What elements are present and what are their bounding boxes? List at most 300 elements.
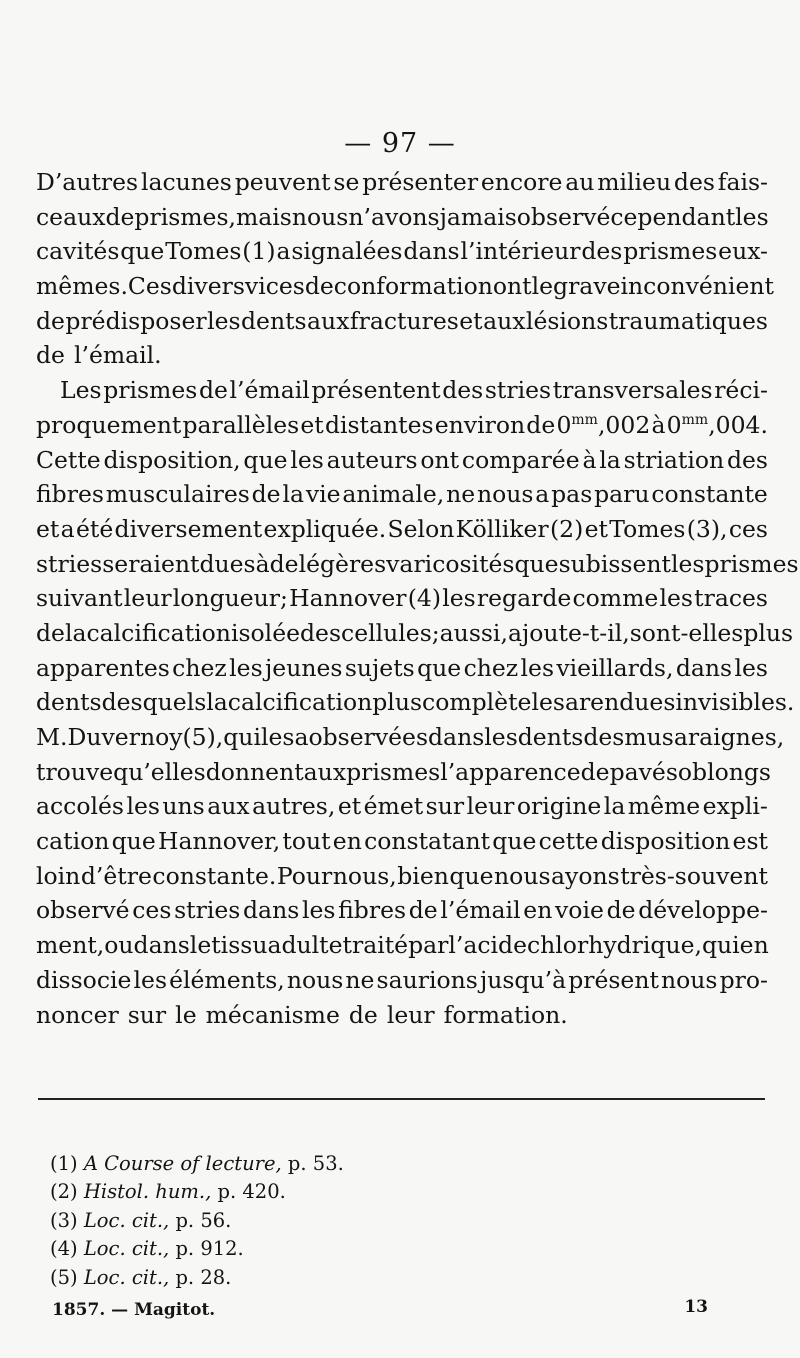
word: même	[627, 792, 701, 821]
word: jusqu’à	[479, 965, 567, 994]
word: la	[206, 688, 228, 717]
word: nous	[494, 861, 551, 890]
footnote-title: Histol. hum.,	[83, 1180, 212, 1204]
word: de	[408, 896, 438, 925]
word: noncer	[36, 1000, 119, 1029]
word: dans	[675, 653, 733, 682]
word: Cette	[36, 445, 101, 474]
word: des	[673, 168, 715, 196]
word: auteurs	[326, 445, 418, 474]
word: M.	[36, 723, 68, 751]
word: inconvénient	[620, 272, 774, 301]
word: striation	[623, 445, 725, 474]
word: chlorhydrique,	[527, 931, 702, 960]
word: n’avons	[348, 202, 440, 231]
word: constante.	[152, 861, 277, 890]
word: distantes	[324, 410, 434, 439]
word: vie	[305, 480, 341, 509]
word: ou	[104, 931, 134, 960]
word: musculaires	[105, 480, 250, 509]
word: fais-	[717, 168, 768, 196]
word: observé	[516, 202, 611, 231]
word: uns	[162, 792, 205, 821]
word: les	[520, 653, 555, 682]
word: chez	[463, 653, 519, 682]
word: bien	[397, 861, 449, 890]
word: nous,	[332, 861, 397, 890]
word: aussi,	[439, 618, 508, 647]
word: complète	[422, 688, 532, 717]
word: l’apparence	[440, 757, 581, 786]
word: Selon	[387, 514, 455, 543]
word: paru	[594, 480, 650, 509]
word: ceaux	[36, 202, 106, 231]
word: les	[229, 653, 263, 682]
word: réci-	[714, 376, 768, 405]
word: disposition	[600, 827, 731, 856]
word: (3),	[686, 514, 728, 543]
word: en	[332, 827, 362, 856]
word: longueur;	[172, 584, 288, 613]
footnote-item	[50, 1207, 750, 1235]
footnotes	[50, 1150, 750, 1292]
word: que	[243, 445, 288, 474]
word: des	[581, 237, 623, 266]
word: aux	[303, 757, 347, 786]
word: stries	[36, 549, 103, 578]
word: présentent	[311, 376, 441, 405]
word: mais	[236, 202, 292, 231]
word: ment,	[36, 931, 105, 960]
word: prismes	[623, 237, 718, 266]
word: présenter	[362, 168, 479, 196]
footnote-title: Loc. cit.,	[83, 1208, 170, 1232]
word: ne	[345, 965, 375, 994]
word: l’émail	[440, 896, 521, 925]
text-line	[36, 893, 768, 928]
word: le	[189, 931, 212, 960]
footnote-separator	[38, 1098, 765, 1100]
word: observées	[308, 723, 429, 751]
word: de	[348, 1000, 378, 1029]
word: (1)	[242, 237, 276, 266]
word	[556, 408, 650, 443]
word: dents	[241, 306, 307, 335]
word: stries	[174, 896, 241, 925]
word: les	[290, 445, 324, 474]
word: suivant	[36, 584, 123, 613]
measure-value: 0	[666, 410, 682, 439]
word: dans	[403, 237, 460, 266]
footnote-item	[50, 1235, 750, 1263]
word: Les	[60, 376, 102, 405]
text-line	[36, 165, 768, 200]
word: ont	[492, 272, 532, 301]
word: Hannover,	[157, 827, 281, 856]
footnote-page-ref: p. 912.	[175, 1237, 244, 1261]
printer-signature: 1857. — Magitot.	[52, 1300, 216, 1320]
text-line	[36, 755, 771, 790]
word: divers	[171, 272, 245, 301]
word: sur	[127, 1000, 167, 1029]
word: de	[36, 306, 65, 335]
word: calcification	[227, 688, 373, 717]
word: nous	[291, 202, 349, 231]
footnote-title: Loc. cit.,	[83, 1237, 170, 1261]
word: Tomes	[609, 514, 686, 543]
word: peuvent	[234, 168, 331, 196]
word: rendues	[578, 688, 676, 717]
word: les	[301, 896, 336, 925]
footnote-page-ref: p. 53.	[287, 1152, 344, 1175]
word: proquement	[36, 410, 182, 439]
word: par	[408, 931, 449, 960]
text-line	[36, 824, 768, 859]
word: a	[276, 237, 291, 266]
word: milieu	[597, 168, 672, 196]
footnote-number: (2)	[50, 1180, 78, 1204]
word: (2)	[549, 514, 584, 543]
word: vieillards,	[556, 653, 674, 682]
word: les	[735, 202, 769, 231]
word: de	[304, 272, 334, 301]
word: les	[734, 653, 768, 682]
word: les	[531, 688, 565, 717]
word: les	[659, 584, 693, 613]
word: et	[584, 514, 608, 543]
word: Pour	[276, 861, 333, 890]
word: loin	[36, 861, 81, 890]
word: des	[442, 376, 484, 405]
word: fibres	[338, 896, 407, 925]
word: vices	[244, 272, 305, 301]
word: développe-	[638, 896, 768, 925]
word: observé	[36, 896, 130, 925]
word: isolée	[230, 618, 301, 647]
word: calcification	[86, 618, 231, 647]
body-paragraphs	[36, 165, 799, 1032]
word: cellules;	[341, 618, 440, 647]
word: dans	[243, 896, 300, 925]
word: à	[255, 549, 270, 578]
text-line	[36, 859, 768, 894]
word: stries	[484, 376, 552, 405]
word: l’intérieur	[460, 237, 581, 266]
word: autres,	[252, 792, 336, 821]
text-line	[36, 512, 768, 547]
text-line	[36, 338, 768, 373]
unit-superscript: mm	[681, 411, 709, 428]
word: ces	[728, 514, 768, 543]
word: conformation	[333, 272, 493, 301]
word: dans	[133, 931, 190, 960]
word: pas	[551, 480, 593, 509]
word: le	[531, 272, 554, 301]
footnote-page-ref: p. 28.	[175, 1265, 232, 1289]
word: traité	[342, 931, 409, 960]
word: les	[260, 723, 295, 751]
word: aux	[207, 792, 250, 821]
word: fractures	[349, 306, 459, 335]
word: formation.	[443, 1000, 568, 1029]
word: a	[294, 723, 309, 751]
word: a	[60, 514, 75, 543]
word: très-souvent	[620, 861, 768, 890]
word: se	[333, 168, 360, 196]
word: parallèles	[182, 410, 300, 439]
word: plus	[372, 688, 423, 717]
text-line	[36, 720, 785, 755]
footnote-number: (5)	[50, 1265, 78, 1289]
word: encore	[480, 168, 563, 196]
word: accolés	[36, 792, 124, 821]
sheet-number: 13	[684, 1297, 708, 1317]
word: sont-elles	[629, 618, 744, 647]
word: que	[111, 827, 156, 856]
word: grave	[553, 272, 621, 301]
word: ces	[132, 896, 172, 925]
word: de	[526, 410, 556, 439]
word: signalées	[291, 237, 403, 266]
word: expliquée.	[263, 514, 387, 543]
text-line	[36, 408, 768, 443]
word: mécanisme	[205, 1000, 340, 1029]
word: Kölliker	[455, 514, 549, 543]
word: les	[670, 549, 705, 578]
word: Hannover	[289, 584, 407, 613]
word: voie	[555, 896, 604, 925]
word: prismes,	[134, 202, 236, 231]
word: varicosités	[386, 549, 515, 578]
word	[667, 408, 768, 443]
word: et	[36, 514, 60, 543]
word: nous	[286, 965, 344, 994]
page-number: — 97 —	[344, 128, 456, 159]
text-line	[36, 269, 774, 304]
word: dans	[428, 723, 485, 751]
text-line	[36, 963, 768, 998]
word: des	[726, 445, 768, 474]
word: au	[565, 168, 595, 196]
footnote-item	[50, 1150, 750, 1178]
footnote-item	[50, 1178, 750, 1206]
word: émet	[363, 792, 424, 821]
word: éléments,	[169, 965, 285, 994]
word: que	[514, 549, 559, 578]
word: de	[606, 896, 636, 925]
word: nous	[661, 965, 718, 994]
word: animale,	[342, 480, 445, 509]
word: pro-	[719, 965, 768, 994]
word: aux	[307, 306, 350, 335]
word: de	[36, 618, 65, 647]
word: des	[583, 723, 625, 751]
word: desquels	[101, 688, 207, 717]
footnote-page-ref: p. 56.	[175, 1208, 232, 1232]
word: les	[484, 723, 518, 751]
measure-decimal: ,002	[597, 410, 651, 439]
footnote-title: Loc. cit.,	[83, 1265, 170, 1289]
word: expli-	[702, 792, 768, 821]
word: en	[523, 896, 553, 925]
word: dues	[199, 549, 256, 578]
word: la	[603, 792, 626, 821]
word: jeunes	[265, 653, 343, 682]
word: de	[251, 480, 281, 509]
word: origine	[516, 792, 602, 821]
word: comme	[572, 584, 659, 613]
word: constante	[651, 480, 768, 509]
word: nous	[476, 480, 534, 509]
word: sujets	[344, 653, 415, 682]
word: dents	[517, 723, 584, 751]
word: chez	[172, 653, 227, 682]
word: de	[36, 341, 65, 370]
measure-decimal: ,004.	[708, 410, 768, 439]
word: la	[64, 618, 87, 647]
word: à	[651, 410, 666, 439]
word: lacunes	[140, 168, 232, 196]
unit-superscript: mm	[571, 411, 598, 428]
word: (4)	[407, 584, 441, 613]
text-line	[36, 581, 768, 616]
word: dents	[36, 688, 102, 717]
word: que	[417, 653, 462, 682]
word: les	[133, 965, 167, 994]
word: transversales	[552, 376, 713, 405]
word: pavés	[609, 757, 678, 786]
word: adulte	[267, 931, 343, 960]
measure-value: 0	[556, 410, 572, 439]
word: été	[75, 514, 114, 543]
word: sur	[425, 792, 465, 821]
word: les	[442, 584, 476, 613]
word: le	[175, 1000, 197, 1029]
word: tout	[282, 827, 331, 856]
word: a	[564, 688, 579, 717]
word: des	[300, 618, 342, 647]
word: de	[198, 376, 228, 405]
word: donnent	[205, 757, 304, 786]
word: diversement	[114, 514, 263, 543]
word: et	[337, 792, 362, 821]
word: mêmes.	[36, 272, 128, 301]
word: et	[459, 306, 483, 335]
word: cavités	[36, 237, 120, 266]
word: oblongs	[677, 757, 771, 786]
word: cation	[36, 827, 110, 856]
word: comparée	[461, 445, 580, 474]
word: plus	[743, 618, 794, 647]
word: de	[580, 757, 610, 786]
text-line	[36, 928, 768, 963]
word: regarde	[476, 584, 572, 613]
word: jamais	[439, 202, 517, 231]
word: constatant	[364, 827, 491, 856]
footnote-item	[50, 1264, 750, 1292]
text-line	[36, 651, 768, 686]
text-line	[36, 443, 768, 478]
word: en	[739, 931, 769, 960]
word: prismes	[704, 549, 799, 578]
footnote-page-ref: p. 420.	[217, 1180, 286, 1204]
word: l’émail	[229, 376, 310, 405]
text-line	[36, 477, 768, 512]
word: ont	[420, 445, 460, 474]
word: l’émail.	[73, 341, 162, 370]
word: cependant	[610, 202, 736, 231]
text-line	[36, 373, 768, 408]
word: cette	[538, 827, 599, 856]
word: ne	[446, 480, 476, 509]
word: les	[126, 792, 160, 821]
word: l’acide	[448, 931, 527, 960]
word: qu’elles	[113, 757, 206, 786]
word: prédisposer	[65, 306, 207, 335]
word: que	[120, 237, 165, 266]
footnote-number: (1)	[50, 1152, 78, 1175]
word: saurions	[376, 965, 478, 994]
word: leur	[386, 1000, 435, 1029]
word: apparentes	[36, 653, 170, 682]
word: (5),	[182, 723, 224, 751]
word: qui	[701, 931, 740, 960]
word: prismes	[346, 757, 441, 786]
word: disposition,	[103, 445, 241, 474]
word: légères	[298, 549, 387, 578]
word: la	[282, 480, 304, 509]
word: Ces	[127, 272, 172, 301]
word: dissocie	[36, 965, 132, 994]
word: aux	[483, 306, 526, 335]
word: Duvernoy	[67, 723, 183, 751]
word: les	[207, 306, 241, 335]
word: leur	[123, 584, 172, 613]
word: à	[582, 445, 597, 474]
word: que	[492, 827, 537, 856]
text-line	[36, 304, 768, 339]
word: trouve	[36, 757, 114, 786]
word: présent	[568, 965, 659, 994]
text-line	[36, 547, 799, 582]
word: Tomes	[165, 237, 242, 266]
footnote-number: (4)	[50, 1237, 78, 1261]
text-line	[36, 234, 768, 269]
word: prismes	[103, 376, 198, 405]
word: ajoute-t-il,	[507, 618, 630, 647]
word: de	[269, 549, 299, 578]
word: musaraignes,	[624, 723, 785, 751]
text-line	[36, 789, 768, 824]
word: qui	[223, 723, 261, 751]
word: seraient	[102, 549, 200, 578]
text-line	[36, 998, 768, 1033]
word: a	[535, 480, 550, 509]
footnote-title: A Course of lecture,	[83, 1152, 282, 1175]
word: de	[105, 202, 135, 231]
footnote-number: (3)	[50, 1208, 78, 1232]
word: invisibles.	[675, 688, 795, 717]
word: d’être	[80, 861, 152, 890]
word: et	[300, 410, 324, 439]
word: leur	[466, 792, 515, 821]
word: environ	[434, 410, 526, 439]
word: D’autres	[36, 168, 139, 196]
word: fibres	[36, 480, 104, 509]
word: ayons	[551, 861, 620, 890]
text-line	[36, 200, 768, 235]
word: est	[732, 827, 768, 856]
